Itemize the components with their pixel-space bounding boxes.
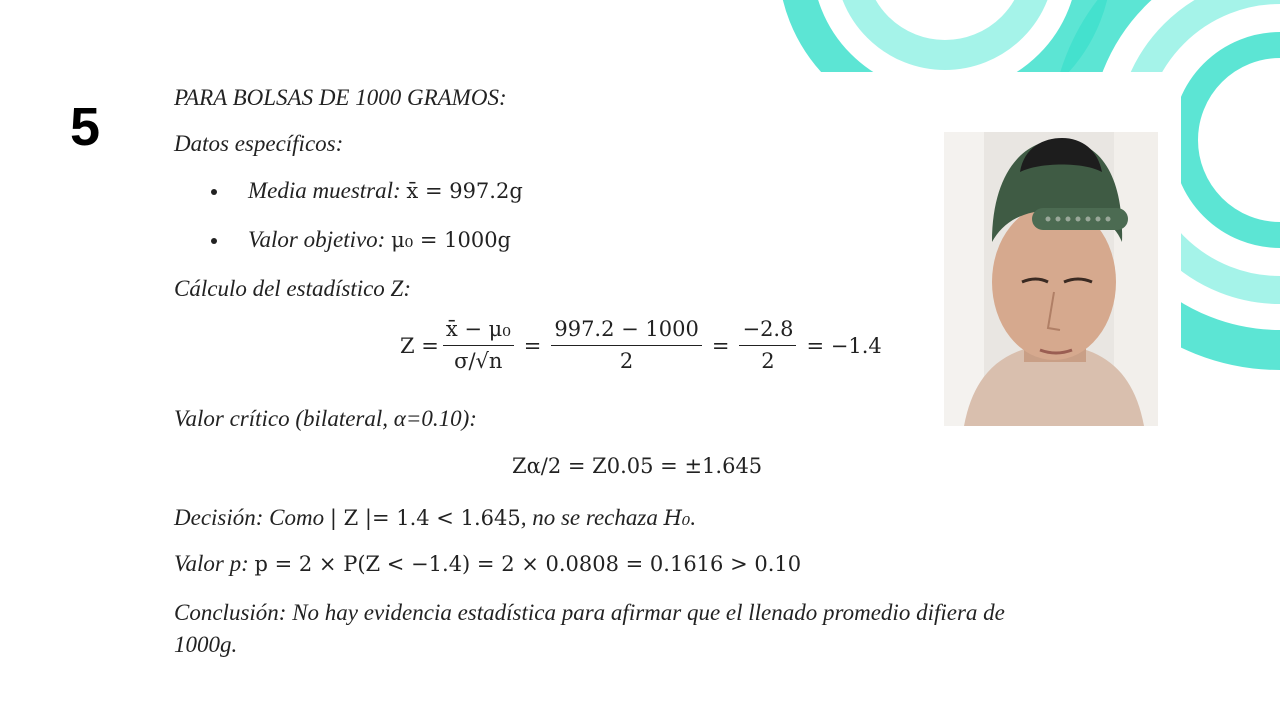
calculo-label: Cálculo del estadístico Z: xyxy=(174,276,412,301)
fraction-denominator: 2 xyxy=(761,349,775,374)
bullet-label: Valor objetivo: xyxy=(248,227,392,252)
fraction-symbolic xyxy=(443,318,514,373)
bullet-icon xyxy=(211,189,217,195)
valor-p-line xyxy=(174,552,801,575)
decision-math: | Z |= 1.4 < 1.645 xyxy=(329,506,521,530)
bullet-math: μ₀ = 1000g xyxy=(391,228,511,252)
bullet-math: x̄ = 997.2g xyxy=(406,179,523,203)
decision-end: . xyxy=(690,505,697,530)
fraction-simplified xyxy=(739,318,796,373)
conclusion-line-2: 1000g. xyxy=(174,632,238,657)
conclusion-line-1: Conclusión: No hay evidencia estadística para afirmar que el llenado promedio difiera de xyxy=(174,600,1005,625)
fraction-substituted xyxy=(551,318,702,373)
bullet-icon xyxy=(211,238,217,244)
bullet-media-muestral xyxy=(248,179,523,202)
fraction-numerator: x̄ − μ₀ xyxy=(443,318,514,346)
fraction-numerator: −2.8 xyxy=(739,318,796,346)
fraction-denominator: 2 xyxy=(619,349,634,374)
z-lhs: Z = xyxy=(400,333,439,358)
valor-critico-label: Valor crítico (bilateral, α=0.10): xyxy=(174,406,477,431)
valor-p-label: Valor p: xyxy=(174,551,255,576)
datos-label: Datos específicos: xyxy=(174,131,344,156)
z-result: = −1.4 xyxy=(806,333,882,358)
fraction-denominator: σ/√n xyxy=(454,349,503,374)
decision-label: Decisión: Como xyxy=(174,505,330,530)
section-heading: PARA BOLSAS DE 1000 GRAMOS: xyxy=(174,85,507,110)
z-formula xyxy=(400,318,888,373)
valor-p-math: p = 2 × P(Z < −1.4) = 2 × 0.0808 = 0.1616 > 0.10 xyxy=(254,552,802,576)
presenter-webcam-image xyxy=(944,132,1158,426)
equals-sign: = xyxy=(711,333,730,358)
webcam-overlay xyxy=(944,132,1158,426)
bullet-label: Media muestral: xyxy=(248,178,407,203)
slide-number: 5 xyxy=(70,97,101,157)
fraction-numerator: 997.2 − 1000 xyxy=(551,318,702,346)
decision-line xyxy=(174,506,696,529)
decision-rest: , no se rechaza xyxy=(520,505,664,530)
bullet-valor-objetivo xyxy=(248,228,511,251)
decision-h0: H₀ xyxy=(663,506,691,530)
equals-sign: = xyxy=(523,333,542,358)
critical-value-formula: Zα/2 = Z0.05 = ±1.645 xyxy=(512,454,763,478)
